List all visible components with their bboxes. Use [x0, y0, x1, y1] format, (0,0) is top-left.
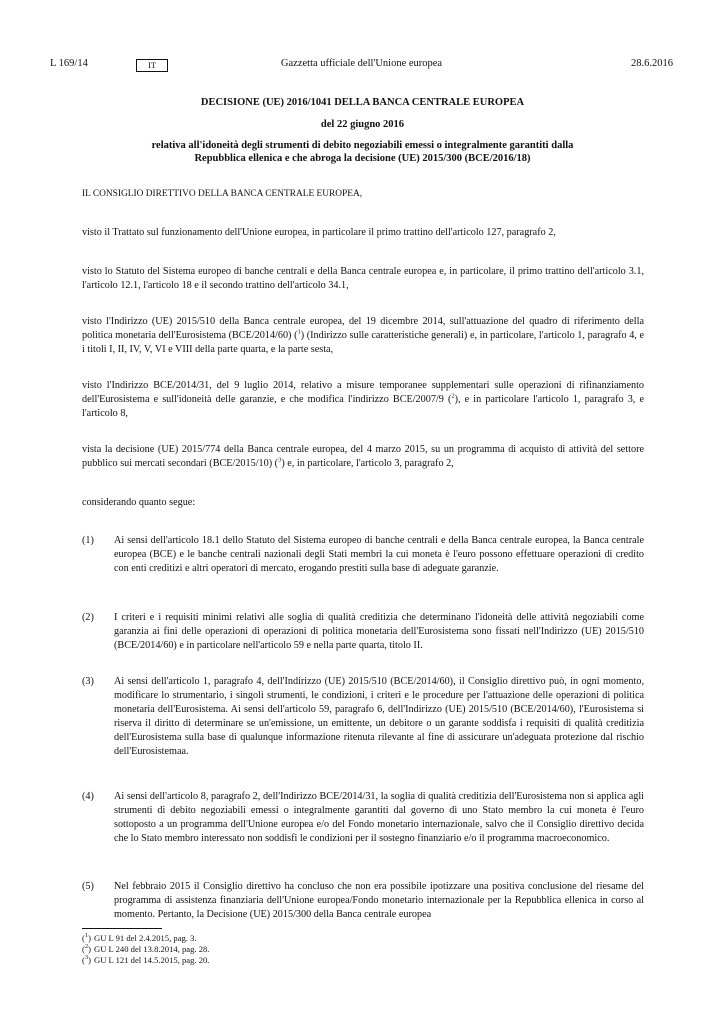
- footnote-text: GU L 240 del 13.8.2014, pag. 28.: [94, 944, 210, 954]
- decision-subject-line-1: relativa all'idoneità degli strumenti di debito negoziabili emessi o integralmente garantiti dalla: [151, 140, 574, 151]
- publication-date: 28.6.2016: [631, 58, 673, 69]
- recital-number: (5): [82, 881, 94, 892]
- citation-treaty: visto il Trattato sul funzionamento dell'Unione europea, in particolare il primo trattino dell'articolo 127, paragrafo 2,: [82, 227, 556, 238]
- recital-text: Nel febbraio 2015 il Consiglio direttivo ha concluso che non era possibile ipotizzare una positiva conclusione del riesame del programma di assistenza finanziaria dell'Unione europea/Fondo monetario internazionale per la Repubblica ellenica in corso al momento. Pertanto, la Decisione (UE) 2015/300 della Banca centrale europea: [114, 881, 644, 920]
- citation-guideline-2015-510: [82, 315, 644, 357]
- recital-text: Ai sensi dell'articolo 1, paragrafo 4, dell'Indirizzo (UE) 2015/510 (BCE/2014/60), il Consiglio direttivo può, in ogni momento, modificare lo strumentario, i singoli strumenti, le condizioni, i criteri e le procedure per l'attuazione delle operazioni di politica monetaria dell'Eurosistema. Ai sensi dell'articolo 59, paragrafo 6, dell'Indirizzo (UE) 2015/510 (BCE/2014/60), l'Eurosistema si riserva il diritto di determinare se un'emissione, un emittente, un debitore o un garante soddisfa i requisiti di qualità creditizia dell'Eurosistema sulla base di qualunque informazione ritenuta rilevante al fine di assicurare un'adeguata protezione dal rischio dell'Eurosistemaa.: [114, 676, 644, 757]
- page-header: [50, 56, 673, 74]
- recital-number: (1): [82, 535, 94, 546]
- recital-number: (4): [82, 791, 94, 802]
- recital-text: Ai sensi dell'articolo 8, paragrafo 2, dell'Indirizzo BCE/2014/31, la soglia di qualità creditizia dell'Eurosistema non si applica agli strumenti di debito negoziabili emessi o integralmente garantiti dal governo di uno Stato membro la cui moneta è l'euro sottoposto a un programma dell'Unione europea e/o del Fondo monetario internazionale, salvo che il Consiglio direttivo decida che lo Stato membro interessato non soddisfi le condizioni per il sostegno finanziario e/o il programma macroeconomico.: [114, 791, 644, 844]
- footnote-text: GU L 121 del 14.5.2015, pag. 20.: [94, 955, 210, 965]
- footnote-2: [82, 944, 209, 955]
- decision-subject-line-2: Repubblica ellenica e che abroga la decisione (UE) 2015/300 (BCE/2016/18): [194, 153, 531, 164]
- page-reference: L 169/14: [50, 58, 88, 69]
- footnote-3: [82, 955, 209, 966]
- citation-decision-2015-774: [82, 443, 644, 471]
- citation-statute: visto lo Statuto del Sistema europeo di banche centrali e della Banca centrale europea e, in particolare, il primo trattino dell'articolo 3.1, l'articolo 12.1, l'articolo 18 e il secondo trattino dell'articolo 34.1,: [82, 266, 644, 291]
- citation-text-part-2: ) e, in particolare, l'articolo 3, paragrafo 2,: [281, 458, 454, 469]
- footnote-text: GU L 91 del 2.4.2015, pag. 3.: [94, 933, 197, 943]
- citation-text-part-2: ) (Indirizzo sulle caratteristiche generali) e, in particolare, l'articolo 1, paragrafo 4, e i titoli I, II, IV, V, VI e VIII della parte quarta, e la parte sesta,: [82, 330, 645, 355]
- citation-text-part-1: vista la decisione (UE) 2015/774 della Banca centrale europea, del 4 marzo 2015, su un programma di acquisto di attività del settore pubblico sui mercati secondari (BCE/2015/10) (: [82, 444, 644, 469]
- citation-text-part-2: ), e in particolare l'articolo 1, paragrafo 3, e l'articolo 8,: [82, 394, 644, 419]
- decision-title: DECISIONE (UE) 2016/1041 DELLA BANCA CENTRALE EUROPEA: [200, 97, 525, 108]
- council-heading: IL CONSIGLIO DIRETTIVO DELLA BANCA CENTRALE EUROPEA,: [82, 189, 363, 199]
- citation-text-part-1: visto l'Indirizzo (UE) 2015/510 della Banca centrale europea, del 19 dicembre 2014, sull'attuazione del quadro di riferimento della politica monetaria dell'Eurosistema (BCE/2014/60) (: [82, 316, 644, 341]
- footnote-1: [82, 933, 197, 944]
- footnote-marker: ($^3$): [82, 954, 91, 965]
- decision-date: del 22 giugno 2016: [320, 119, 405, 130]
- recital-number: (3): [82, 676, 94, 687]
- footnote-marker: ($^2$): [82, 943, 91, 954]
- language-box: IT: [136, 59, 168, 72]
- footnote-ref-1: 1: [297, 328, 301, 336]
- footnote-ref-2: 2: [451, 392, 455, 400]
- recital-number: (2): [82, 612, 94, 623]
- footnote-marker: ($^1$): [82, 932, 91, 943]
- citation-text-part-1: visto l'Indirizzo BCE/2014/31, del 9 luglio 2014, relativo a misure temporanee supplementari sulle operazioni di rifinanziamento dell'Eurosistema e sull'idoneità delle garanzie, e che modifica l'indirizzo BCE/2007/9 (: [82, 380, 644, 405]
- footnote-ref-3: 3: [278, 456, 282, 464]
- journal-title: Gazzetta ufficiale dell'Unione europea: [280, 58, 443, 69]
- citation-guideline-2014-31: [82, 379, 644, 421]
- recital-text: I criteri e i requisiti minimi relativi alle soglia di qualità creditizia che determinano l'idoneità delle attività negoziabili come garanzia ai fini delle operazioni di operazioni di politica monetaria dell'Eurosistema sono fissati nell'Indirizzo (UE) 2015/510 (BCE/2014/60) e in particolare nell'articolo 59 e nella parte quarta, titolo II.: [114, 612, 644, 651]
- whereas-heading: considerando quanto segue:: [82, 497, 196, 508]
- footnote-separator: [82, 928, 162, 929]
- recital-text: Ai sensi dell'articolo 18.1 dello Statuto del Sistema europeo di banche centrali e della Banca centrale europea, la Banca centrale europea (BCE) e le banche centrali nazionali degli Stati membri la cui moneta è l'euro possono effettuare operazioni di credito con enti creditizi e altri operatori di mercato, erogando prestiti sulla base di adeguate garanzie.: [114, 535, 644, 574]
